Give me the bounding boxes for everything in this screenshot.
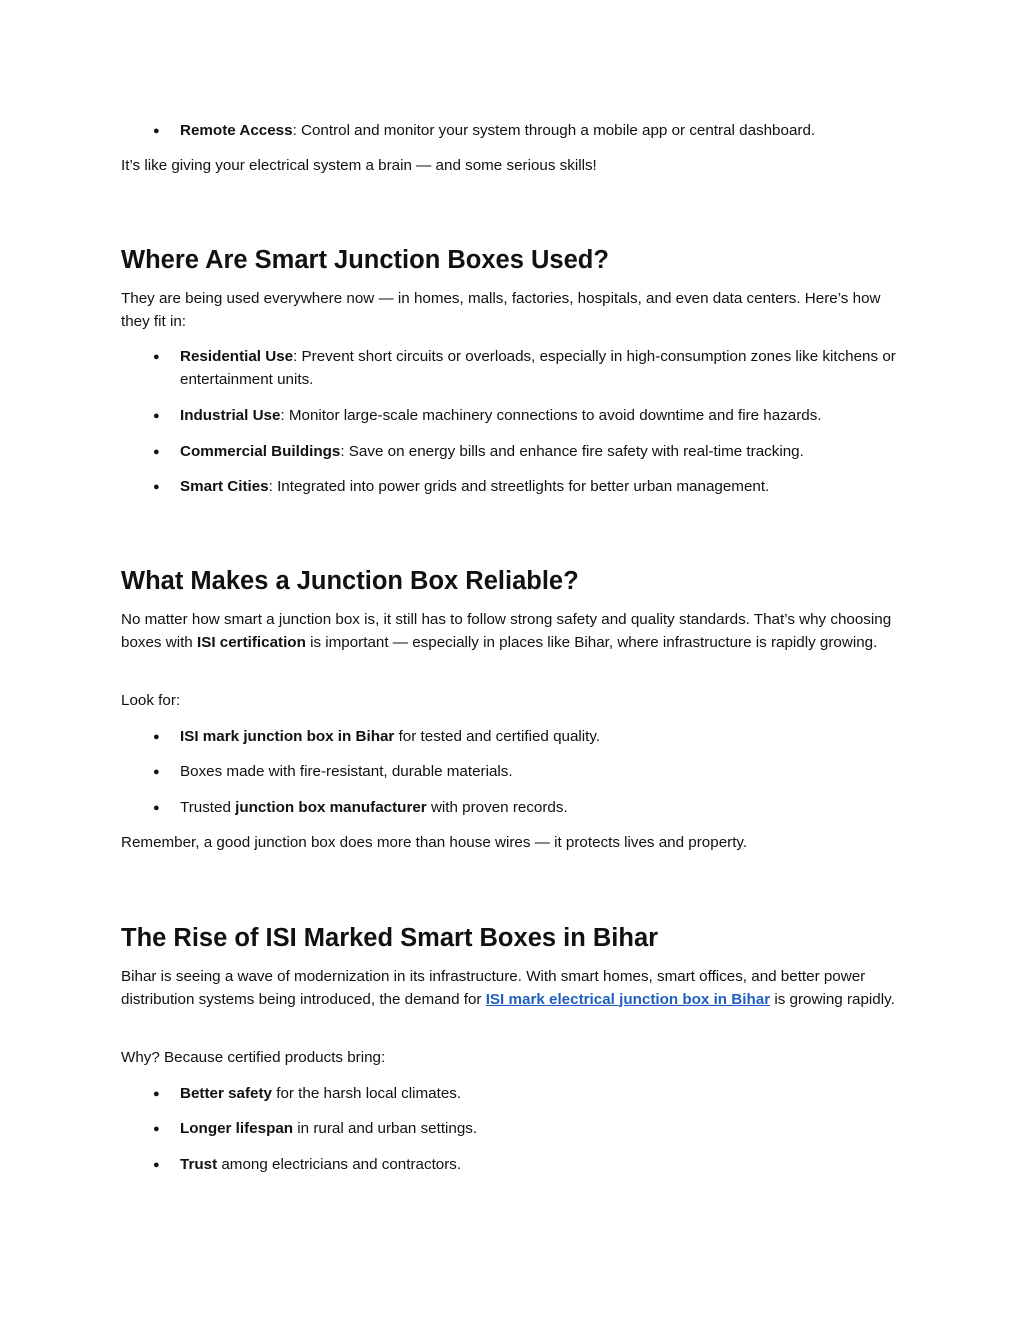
intro-text: It’s like giving your electrical system a brain — and some serious skills!	[121, 157, 597, 174]
bullet-icon: ●	[153, 1123, 160, 1135]
section-paragraph: They are being used everywhere now — in homes, malls, factories, hospitals, and even data centers. Here’s how they fit in:	[121, 290, 881, 330]
bullet-icon: ●	[153, 766, 160, 778]
list-item	[121, 1083, 901, 1106]
bullet-icon: ●	[153, 410, 160, 422]
criteria-list	[121, 761, 901, 784]
list-item	[121, 1154, 901, 1177]
item-term: Longer lifespan	[180, 1120, 294, 1137]
item-term: Remote Access	[180, 122, 293, 139]
bullet-icon: ●	[153, 1159, 160, 1171]
item-term: Industrial Use	[180, 407, 281, 424]
paragraph-bold: ISI certification	[196, 633, 306, 651]
bullet-icon: ●	[153, 731, 160, 743]
look-for-label: Look for:	[121, 692, 181, 709]
section-heading: Where Are Smart Junction Boxes Used?	[121, 246, 609, 274]
item-text: in rural and urban settings.	[293, 1120, 478, 1137]
item-text: : Save on energy bills and enhance fire safety with real-time tracking.	[340, 443, 804, 460]
item-term: Better safety	[180, 1085, 273, 1102]
usage-list	[121, 346, 901, 391]
paragraph-text: No matter how smart a junction box is, it still has to follow strong safety and quality standards. That’s why choosing boxes with	[121, 611, 892, 651]
usage-list	[121, 476, 901, 499]
usage-list	[121, 405, 901, 428]
isi-junction-box-link[interactable]: ISI mark electrical junction box in Bihar	[485, 990, 771, 1008]
bullet-icon: ●	[153, 1088, 160, 1100]
item-term: Smart Cities	[180, 478, 269, 495]
list-item	[121, 726, 901, 749]
benefits-list	[121, 1118, 901, 1141]
bullet-icon: ●	[153, 802, 160, 814]
paragraph-text: is growing rapidly.	[770, 990, 895, 1008]
item-term: junction box manufacturer	[235, 799, 427, 816]
item-term: Trust	[180, 1156, 218, 1173]
item-text: with proven records.	[426, 799, 568, 816]
item-text: : Integrated into power grids and streetlights for better urban management.	[268, 478, 770, 495]
item-text: among electricians and contractors.	[217, 1156, 462, 1173]
section-heading: What Makes a Junction Box Reliable?	[121, 567, 579, 595]
bullet-icon: ●	[153, 125, 160, 137]
section-paragraph	[121, 609, 901, 654]
intro-list	[121, 120, 901, 143]
section-paragraph	[121, 966, 901, 1011]
list-item	[121, 405, 901, 428]
criteria-list	[121, 726, 901, 749]
bullet-icon: ●	[153, 446, 160, 458]
paragraph-text: Bihar is seeing a wave of modernization in its infrastructure. With smart homes, smart offices, and better power distribution systems being introduced, the demand for	[121, 968, 866, 1008]
section-heading: The Rise of ISI Marked Smart Boxes in Bihar	[121, 924, 659, 952]
section-paragraph: Why? Because certified products bring:	[121, 1049, 386, 1066]
list-item	[121, 1118, 901, 1141]
benefits-list	[121, 1083, 901, 1106]
list-item	[121, 120, 901, 143]
bullet-icon: ●	[153, 481, 160, 493]
list-item	[121, 476, 901, 499]
item-text: : Prevent short circuits or overloads, especially in high-consumption zones like kitchens or entertainment units.	[180, 348, 896, 388]
item-text: Boxes made with fire-resistant, durable materials.	[180, 763, 513, 780]
item-text: for tested and certified quality.	[394, 728, 601, 745]
bullet-icon: ●	[153, 351, 160, 363]
item-term: Commercial Buildings	[180, 443, 341, 460]
item-text: : Control and monitor your system through a mobile app or central dashboard.	[292, 122, 816, 139]
criteria-list	[121, 797, 901, 820]
benefits-list	[121, 1154, 901, 1177]
item-term: ISI mark junction box in Bihar	[180, 728, 395, 745]
list-item	[121, 441, 901, 464]
item-text: for the harsh local climates.	[272, 1085, 462, 1102]
list-item	[121, 761, 901, 784]
usage-list	[121, 441, 901, 464]
section-paragraph: Remember, a good junction box does more than house wires — it protects lives and property.	[121, 834, 748, 851]
paragraph-text: is important — especially in places like Bihar, where infrastructure is rapidly growing.	[305, 633, 878, 651]
list-item	[121, 346, 901, 391]
list-item	[121, 797, 901, 820]
item-term: Residential Use	[180, 348, 294, 365]
item-text: : Monitor large-scale machinery connections to avoid downtime and fire hazards.	[280, 407, 822, 424]
item-text: Trusted	[180, 799, 236, 816]
